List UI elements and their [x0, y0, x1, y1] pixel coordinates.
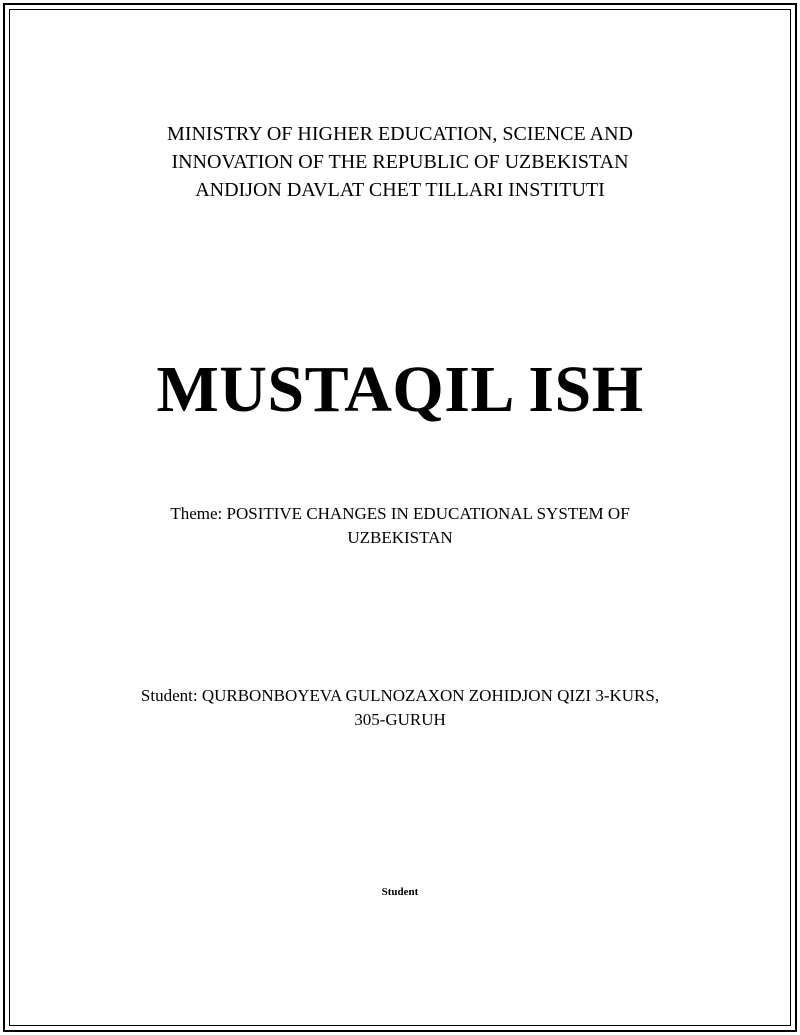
document-title: MUSTAQIL ISH [156, 353, 644, 426]
theme-line-1: Theme: POSITIVE CHANGES IN EDUCATIONAL SYSTEM OF [170, 504, 630, 523]
theme-line-2: UZBEKISTAN [347, 528, 453, 547]
student-line-2: 305-GURUH [354, 710, 446, 729]
theme-section [0, 502, 800, 550]
footer-student-label: Student [381, 886, 419, 898]
header-line-1: MINISTRY OF HIGHER EDUCATION, SCIENCE AND [167, 123, 633, 145]
header-line-2: INNOVATION OF THE REPUBLIC OF UZBEKISTAN [171, 151, 629, 173]
institution-header [0, 120, 800, 204]
header-line-3: ANDIJON DAVLAT CHET TILLARI INSTITUTI [195, 179, 605, 201]
student-section [0, 684, 800, 732]
student-line-1: Student: QURBONBOYEVA GULNOZAXON ZOHIDJON QIZI 3-KURS, [140, 686, 660, 705]
